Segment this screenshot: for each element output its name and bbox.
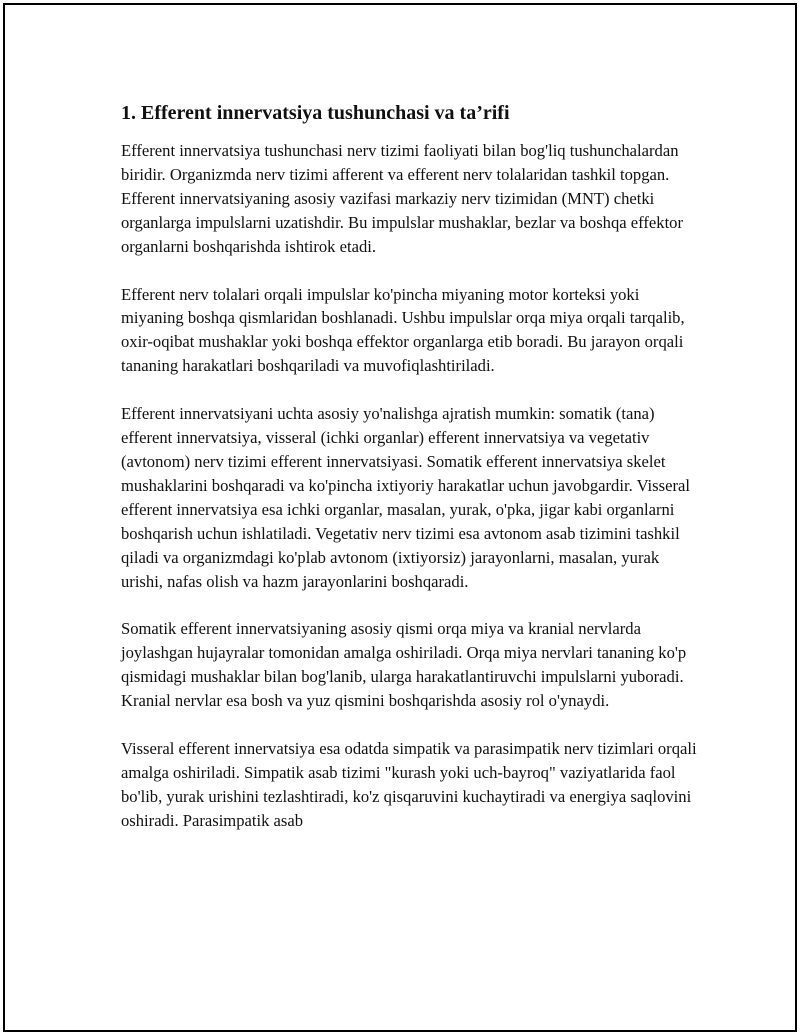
- paragraph-1: Efferent innervatsiya tushunchasi nerv tizimi faoliyati bilan bog'liq tushunchalardan biridir. Organizmda nerv tizimi afferent va efferent nerv tolalaridan tashkil topgan. Efferent innervatsiyaning asosiy vazifasi markaziy nerv tizimidan (MNT) chetki organlarga impulslarni uzatishdir. Bu impulslar mushaklar, bezlar va boshqa effektor organlarni boshqarishda ishtirok etadi.: [121, 141, 683, 256]
- page-frame: [3, 3, 797, 1032]
- paragraph-2: Efferent nerv tolalari orqali impulslar ko'pincha miyaning motor korteksi yoki miyaning boshqa qismlaridan boshlanadi. Ushbu impulslar orqa miya orqali tarqalib, oxir-oqibat mushaklar yoki boshqa effektor organlarga etib boradi. Bu jarayon orqali tananing harakatlari boshqariladi va muvofiqlashtiriladi.: [121, 284, 685, 376]
- paragraph-5: Visseral efferent innervatsiya esa odatda simpatik va parasimpatik nerv tizimlari orqali amalga oshiriladi. Simpatik asab tizimi "kurash yoki uch-bayroq" vaziyatlarida faol bo'lib, yurak urishini tezlashtiradi, ko'z qisqaruvini kuchaytiradi va energiya saqlovini oshiradi. Parasimpatik asab: [121, 739, 697, 830]
- section-heading: 1. Efferent innervatsiya tushunchasi va ta’rifi: [121, 102, 510, 124]
- document-body: [121, 99, 701, 857]
- paragraph-4: Somatik efferent innervatsiyaning asosiy qismi orqa miya va kranial nervlarda joylashgan hujayralar tomonidan amalga oshiriladi. Orqa miya nervlari tananing ko'p qismidagi mushaklar bilan bog'lanib, ularga harakatlantiruvchi impulslarni yuboradi. Kranial nervlar esa bosh va yuz qismini boshqarishda asosiy rol o'ynaydi.: [121, 619, 687, 711]
- paragraph-3: Efferent innervatsiyani uchta asosiy yo'nalishga ajratish mumkin: somatik (tana) efferent innervatsiya, visseral (ichki organlar) efferent innervatsiya va vegetativ (avtonom) nerv tizimi efferent innervatsiyasi. Somatik efferent innervatsiya skelet mushaklarini boshqaradi va ko'pincha ixtiyoriy harakatlar uchun javobgardir. Visseral efferent innervatsiya esa ichki organlar, masalan, yurak, o'pka, jigar kabi organlarni boshqarish uchun ishlatiladi. Vegetativ nerv tizimi esa avtonom asab tizimini tashkil qiladi va organizmdagi ko'plab avtonom (ixtiyorsiz) jarayonlarni, masalan, yurak urishi, nafas olish va hazm jarayonlarini boshqaradi.: [121, 404, 690, 591]
